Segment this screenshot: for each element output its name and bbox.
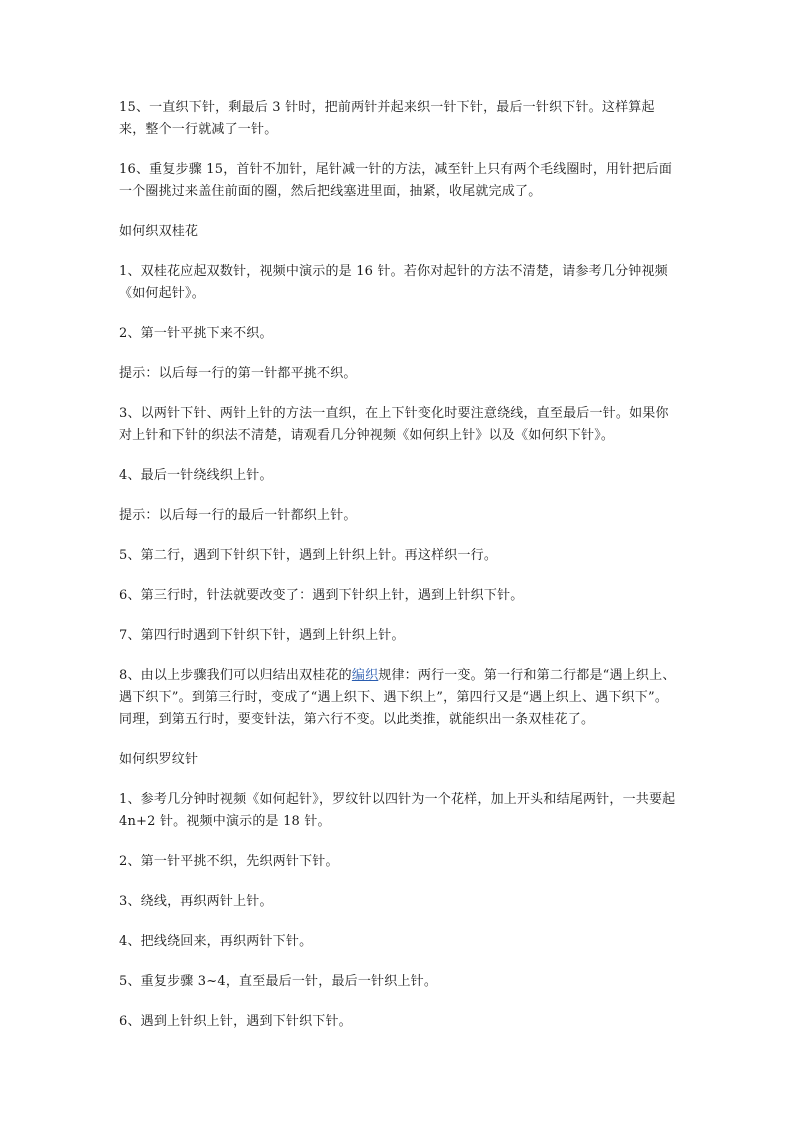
rib-step-4: 4、把线绕回来，再织两针下针。 bbox=[119, 934, 313, 949]
double-moss-step-8 bbox=[119, 665, 677, 731]
step-15-paragraph: 15、一直织下针，剩最后 3 针时，把前两针并起来织一针下针，最后一针织下针。这样算起来，整个一行就减了一针。 bbox=[119, 100, 655, 137]
double-moss-step-5: 5、第二行，遇到下针织下针，遇到上针织上针。再这样织一行。 bbox=[119, 548, 498, 563]
step-8-text-end: 规律：两行一变。第一行和第二行都是“遇上织上、遇下织下”。到第三行时，变成了“遇上织下、遇下织上”，第四行又是“遇上织上、遇下织下”。同理，到第五行时，要变针法，第六行不变。以此类推，就能织出一条双桂花了。 bbox=[119, 668, 676, 727]
double-moss-step-2: 2、第一针平挑下来不织。 bbox=[119, 326, 273, 341]
rib-step-3: 3、绕线，再织两针上针。 bbox=[119, 894, 273, 909]
rib-step-1: 1、参考几分钟时视频《如何起针》，罗纹针以四针为一个花样，加上开头和结尾两针，一共要起 4n+2 针。视频中演示的是 18 针。 bbox=[119, 792, 676, 829]
knitting-link[interactable]: 编织 bbox=[351, 668, 379, 683]
double-moss-tip-1: 提示：以后每一行的第一针都平挑不织。 bbox=[119, 366, 357, 381]
rib-step-5: 5、重复步骤 3~4，直至最后一针，最后一针织上针。 bbox=[119, 974, 438, 989]
step-8-text-start: 8、由以上步骤我们可以归结出双桂花的 bbox=[119, 668, 352, 683]
double-moss-step-3: 3、以两针下针、两针上针的方法一直织，在上下针变化时要注意绕线，直至最后一针。如果你对上针和下针的织法不清楚，请观看几分钟视频《如何织上针》以及《如何织下针》。 bbox=[119, 406, 669, 443]
double-moss-step-1: 1、双桂花应起双数针，视频中演示的是 16 针。若你对起针的方法不清楚，请参考几分钟视频《如何起针》。 bbox=[119, 264, 668, 301]
rib-step-6: 6、遇到上针织上针，遇到下针织下针。 bbox=[119, 1014, 352, 1029]
rib-stitch-heading: 如何织罗纹针 bbox=[119, 752, 199, 767]
rib-step-2: 2、第一针平挑不织，先织两针下针。 bbox=[119, 854, 339, 869]
double-moss-tip-2: 提示：以后每一行的最后一针都织上针。 bbox=[119, 508, 357, 523]
document-page bbox=[119, 97, 677, 1051]
double-moss-heading: 如何织双桂花 bbox=[119, 224, 199, 239]
double-moss-step-7: 7、第四行时遇到下针织下针，遇到上针织上针。 bbox=[119, 628, 405, 643]
double-moss-step-4: 4、最后一针绕线织上针。 bbox=[119, 468, 273, 483]
step-16-paragraph: 16、重复步骤 15，首针不加针，尾针减一针的方法，减至针上只有两个毛线圈时，用针把后面一个圈挑过来盖住前面的圈，然后把线塞进里面，抽紧，收尾就完成了。 bbox=[119, 162, 673, 199]
double-moss-step-6: 6、第三行时，针法就要改变了：遇到下针织上针，遇到上针织下针。 bbox=[119, 588, 524, 603]
